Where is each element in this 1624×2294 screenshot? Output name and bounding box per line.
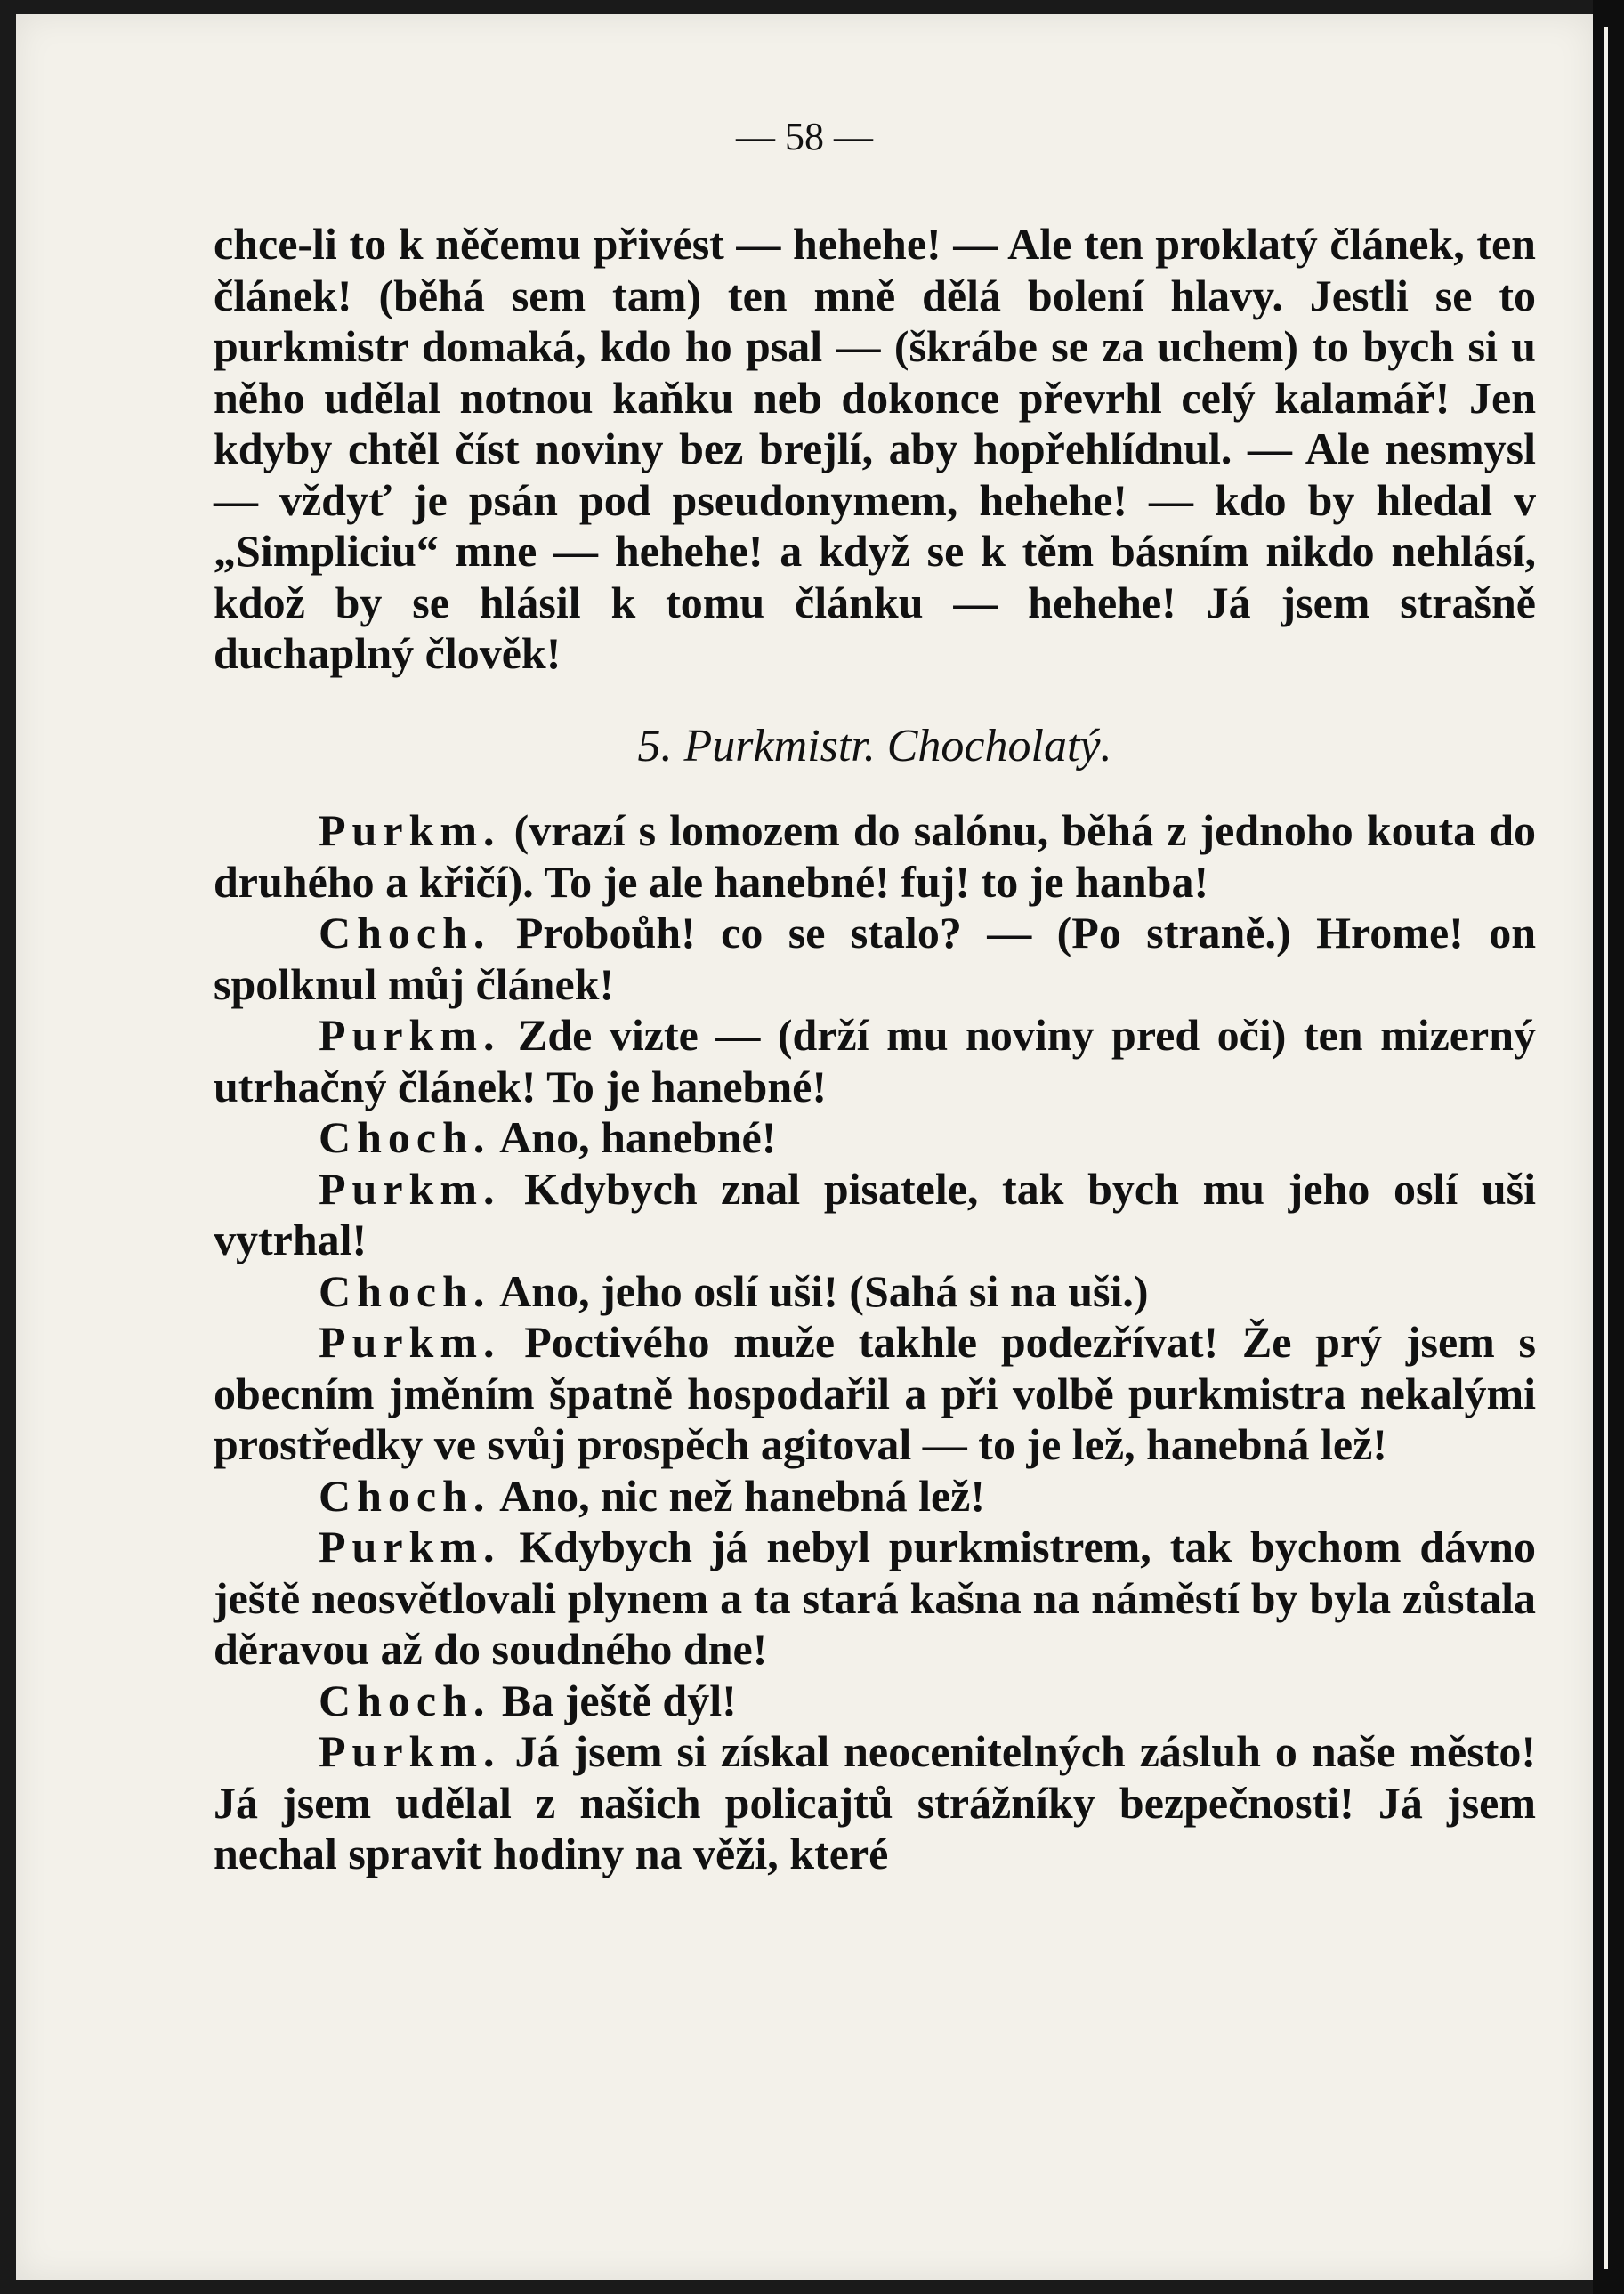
speech: Ano, hanebné! bbox=[499, 1112, 777, 1162]
page-number: — 58 — bbox=[736, 115, 873, 158]
speech: Ano, nic než hanebná lež! bbox=[499, 1470, 986, 1521]
speaker: Purkm. bbox=[319, 805, 501, 855]
speech: Kdybych znal pisatele, tak bych mu jeho oslí uši vytrhal! bbox=[214, 1163, 1536, 1264]
dialogue-line bbox=[214, 1471, 1536, 1523]
speaker: Choch. bbox=[319, 1470, 491, 1521]
speaker: Choch. bbox=[319, 908, 491, 957]
page-body bbox=[214, 219, 1536, 1880]
speaker: Purkm. bbox=[319, 1317, 501, 1367]
speaker: Choch. bbox=[319, 1675, 491, 1725]
book-page bbox=[16, 14, 1593, 2280]
dialogue-line bbox=[214, 1164, 1536, 1266]
dialogue-line bbox=[214, 1266, 1536, 1318]
speaker: Purkm. bbox=[319, 1163, 501, 1214]
scan-edge-line bbox=[1604, 27, 1608, 2269]
speaker: Choch. bbox=[319, 1265, 491, 1316]
speech: Já jsem si získal neocenitelných zásluh o naše město! Já jsem udělal z našich policajtů strážníky bezpečnosti! Já jsem nechal spravit hodiny na věži, které bbox=[214, 1726, 1536, 1878]
speaker: Choch. bbox=[319, 1112, 491, 1162]
speaker: Purkm. bbox=[319, 1522, 501, 1571]
dialogue-line bbox=[214, 1112, 1536, 1164]
speaker: Purkm. bbox=[319, 1726, 501, 1776]
speaker: Purkm. bbox=[319, 1010, 501, 1060]
scan-edge bbox=[1593, 0, 1624, 2294]
speech: Zde vizte — (drží mu noviny pred oči) ten mizerný utrhačný článek! To je hanebné! bbox=[214, 1010, 1536, 1111]
dialogue-line bbox=[214, 1317, 1536, 1471]
scene-heading: 5. Purkmistr. Chocholatý. bbox=[637, 720, 1112, 771]
dialogue-line bbox=[214, 908, 1536, 1010]
speech: (vrazí s lomozem do salónu, běhá z jednoho kouta do druhého a křičí). To je ale hanebné! fuj! to je hanba! bbox=[214, 805, 1536, 907]
dialogue-line bbox=[214, 1010, 1536, 1112]
speech: Ano, jeho oslí uši! (Sahá si na uši.) bbox=[499, 1265, 1149, 1316]
speech: Poctivého muže takhle podezřívat! Že prý jsem s obecním jměním špatně hospodařil a při volbě purkmistra nekalými prostředky ve svůj prospěch agitoval — to je lež, hanebná lež! bbox=[214, 1317, 1536, 1469]
speech: Ba ještě dýl! bbox=[501, 1675, 737, 1725]
speech: Kdybych já nebyl purkmistrem, tak bychom dávno ještě neosvětlovali plynem a ta stará kašna na náměstí by byla zůstala děravou až do soudného dne! bbox=[214, 1522, 1536, 1674]
intro-paragraph: chce-li to k něčemu přivést — hehehe! — Ale ten proklatý článek, ten článek! (běhá sem tam) ten mně dělá bolení hlavy. Jestli se to purkmistr domaká, kdo ho psal — (škrábe se za uchem) to bych si u něho udělal notnou kaňku neb dokonce převrhl celý kalamář! Jen kdyby chtěl číst noviny bez brejlí, aby hopřehlídnul. — Ale nesmysl — vždyť je psán pod pseudonymem, hehehe! — kdo by hledal v „Simpliciu“ mne — hehehe! a když se k těm básním nikdo nehlásí, kdož by se hlásil k tomu článku — hehehe! Já jsem strašně duchaplný člověk! bbox=[214, 219, 1536, 678]
speech: Proboůh! co se stalo? — (Po straně.) Hrome! on spolknul můj článek! bbox=[214, 908, 1537, 1009]
dialogue-line bbox=[214, 1522, 1536, 1676]
dialogue-line bbox=[214, 805, 1536, 908]
dialogue-line bbox=[214, 1676, 1536, 1727]
dialogue-line bbox=[214, 1726, 1536, 1880]
